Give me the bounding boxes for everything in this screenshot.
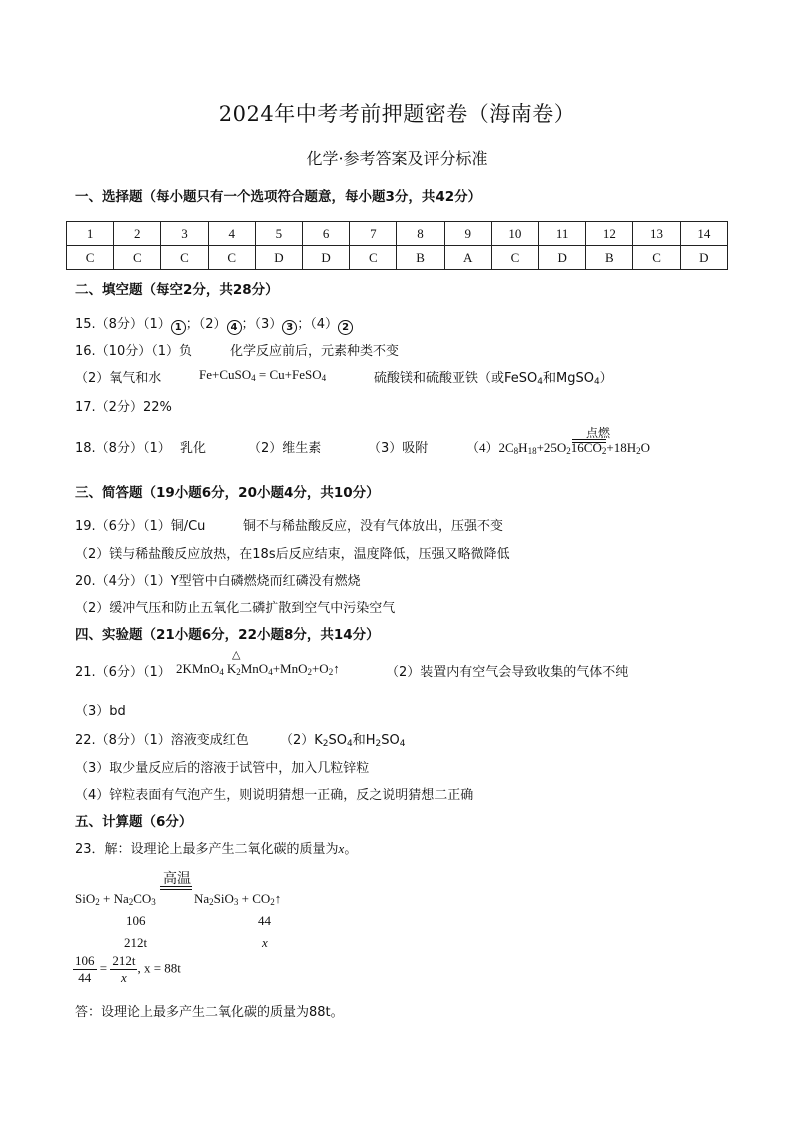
q21-reaction-condition: △	[232, 648, 241, 661]
section-1-heading: 一、选择题（每小题只有一个选项符合题意，每小题3分，共42分）	[75, 189, 482, 205]
question-number-cell: 6	[303, 222, 350, 246]
reaction-bar	[160, 886, 192, 887]
eq-sub: 2	[375, 739, 382, 749]
text-part: 23．解：设理论上最多产生二氧化碳的质量为	[75, 842, 339, 857]
eq-sub: 2	[636, 446, 641, 456]
text-part: 和MgSO	[542, 371, 594, 386]
eq-part: = Cu+FeSO	[255, 367, 322, 382]
q23-proportion	[73, 953, 181, 986]
q18-reaction-condition: 点燃	[586, 426, 611, 440]
text-part: SO	[328, 733, 348, 748]
q23-molar-mass-1: 106	[126, 913, 146, 928]
answer-table-answer-row	[67, 246, 728, 270]
eq-sub: 2	[307, 667, 312, 677]
question-number-cell: 8	[397, 222, 444, 246]
fraction-denominator: 44	[78, 970, 92, 985]
eq-part: O	[640, 440, 650, 455]
eq-part: ↑	[333, 661, 340, 676]
eq-part: + Na	[99, 891, 129, 906]
eq-sub: 4	[593, 377, 600, 387]
q16-line-1b: 化学反应前后，元素种类不变	[230, 344, 400, 359]
q19-line-1a: 19.（6分）（1）铜/Cu	[75, 519, 206, 534]
q21-prefix: 21.（6分）（1）	[75, 665, 171, 680]
q20-line-1: 20.（4分）（1）Y型管中白磷燃烧而红磷没有燃烧	[75, 574, 361, 589]
q20-line-2: （2）缓冲气压和防止五氧化二磷扩散到空气中污染空气	[75, 601, 396, 616]
reaction-bar	[160, 889, 192, 890]
q18-equation	[466, 437, 650, 456]
answer-cell: D	[303, 246, 350, 270]
eq-sub: 18	[527, 446, 537, 456]
variable-x: x	[338, 841, 345, 856]
q16-line-1a: 16.（10分）（1）负	[75, 344, 192, 359]
answer-cell: D	[539, 246, 586, 270]
eq-part: Fe+CuSO	[199, 367, 252, 382]
q17-line: 17.（2分）22%	[75, 400, 172, 415]
eq-part: 2KMnO	[176, 661, 220, 676]
eq-part: ↑	[274, 891, 282, 906]
q15-sep-3: ；（4）	[297, 317, 339, 332]
answer-cell: C	[67, 246, 114, 270]
fraction-numerator: 212t	[112, 953, 136, 968]
answer-table	[66, 221, 728, 270]
eq-part: （4）2C	[466, 440, 514, 455]
reaction-bar	[572, 439, 606, 440]
eq-sub: 4	[219, 667, 224, 677]
q23-mass-1: 212t	[124, 935, 148, 950]
answer-cell: C	[114, 246, 161, 270]
q16-line-2c	[374, 367, 613, 387]
eq-sub: 2	[236, 667, 241, 677]
text-part: （2）K	[280, 733, 323, 748]
q23-mass-2: x	[262, 935, 268, 950]
section-3-heading: 三、简答题（19小题6分，20小题4分，共10分）	[75, 485, 380, 501]
answer-cell: C	[161, 246, 208, 270]
fraction-2	[110, 953, 137, 986]
question-number-cell: 12	[586, 222, 633, 246]
text-part: ）	[599, 371, 613, 386]
answer-cell: C	[208, 246, 255, 270]
q23-intro	[75, 838, 357, 857]
q19-line-1b: 铜不与稀盐酸反应，没有气体放出，压强不变	[243, 519, 504, 534]
result-text: , x = 88t	[137, 960, 181, 976]
eq-part: +18H	[606, 440, 637, 455]
section-4-heading: 四、实验题（21小题6分，22小题8分，共14分）	[75, 627, 380, 643]
q21-part-2: （2）装置内有空气会导致收集的气体不纯	[386, 665, 629, 680]
text-part: 硫酸镁和硫酸亚铁（或FeSO	[374, 371, 538, 386]
eq-sub: 4	[321, 373, 327, 383]
equals-sign: =	[99, 960, 108, 976]
eq-sub: 2	[328, 667, 334, 677]
answer-cell: C	[633, 246, 680, 270]
eq-part: 16CO	[570, 440, 602, 455]
q22-line-1a: 22.（8分）（1）溶液变成红色	[75, 733, 249, 748]
circled-number-3: 3	[282, 320, 297, 335]
eq-sub: 2	[128, 897, 134, 907]
eq-part: SiO	[75, 891, 96, 906]
text-part: SO	[381, 733, 400, 748]
answer-cell: B	[586, 246, 633, 270]
q16-line-2a: （2）氧气和水	[75, 371, 162, 386]
q19-line-2: （2）镁与稀盐酸反应放热，在18s后反应结束，温度降低，压强又略微降低	[75, 547, 510, 562]
text-part: 18.（8分）（1）	[75, 441, 171, 456]
eq-sub: 2	[322, 739, 329, 749]
q16-equation	[199, 367, 326, 383]
question-number-cell: 2	[114, 222, 161, 246]
section-5-heading: 五、计算题（6分）	[75, 814, 193, 830]
eq-sub: 2	[95, 897, 100, 907]
q23-equation-right	[194, 891, 281, 907]
q18-answer-3: （3）吸附	[368, 441, 429, 456]
eq-part: +O	[311, 661, 329, 676]
q22-line-3: （3）取少量反应后的溶液于试管中，加入几粒锌粒	[75, 761, 370, 776]
q23-equation-left	[75, 891, 156, 907]
eq-part: +25O	[536, 440, 567, 455]
q18-line	[75, 437, 171, 456]
q22-line-4: （4）锌粒表面有气泡产生，则说明猜想一正确，反之说明猜想二正确	[75, 788, 474, 803]
page-subtitle: 化学·参考答案及评分标准	[306, 149, 488, 168]
eq-sub: 4	[399, 739, 406, 749]
page-title: 2024年中考考前押题密卷（海南卷）	[218, 102, 576, 126]
question-number-cell: 14	[680, 222, 727, 246]
q15-sep-2: ；（3）	[241, 317, 283, 332]
eq-part: Na	[194, 891, 210, 906]
q22-line-1b	[280, 729, 405, 749]
answer-cell: D	[680, 246, 727, 270]
eq-part: +MnO	[272, 661, 308, 676]
eq-sub: 3	[151, 897, 156, 907]
eq-sub: 4	[537, 377, 543, 387]
q21-part-3: （3）bd	[75, 704, 126, 719]
q23-reaction-condition: 高温	[163, 871, 191, 887]
question-number-cell: 9	[444, 222, 491, 246]
text-part: 和H	[352, 733, 376, 748]
question-number-cell: 13	[633, 222, 680, 246]
q21-equation	[176, 661, 340, 677]
eq-sub: 2	[209, 897, 214, 907]
eq-sub: 2	[566, 446, 571, 456]
question-number-cell: 10	[491, 222, 538, 246]
eq-part: H	[518, 440, 528, 455]
q18-answer-2: （2）维生素	[248, 441, 322, 456]
q23-answer: 答：设理论上最多产生二氧化碳的质量为88t。	[75, 1005, 344, 1020]
eq-sub: 4	[268, 667, 273, 677]
q15-prefix: 15.（8分）（1）	[75, 317, 171, 332]
eq-sub: 4	[347, 739, 353, 749]
q15-sep-1: ；（2）	[185, 317, 227, 332]
answer-cell: C	[350, 246, 397, 270]
question-number-cell: 3	[161, 222, 208, 246]
answer-cell: A	[444, 246, 491, 270]
circled-number-4: 4	[227, 320, 242, 335]
text-part: 。	[344, 842, 358, 857]
eq-part: K	[226, 661, 237, 676]
eq-sub: 2	[270, 897, 275, 907]
eq-part: CO	[133, 891, 152, 906]
answer-cell: D	[255, 246, 302, 270]
circled-number-2: 2	[338, 320, 353, 335]
eq-part: MnO	[240, 661, 269, 676]
question-number-cell: 11	[539, 222, 586, 246]
fraction-denominator: x	[121, 970, 127, 985]
eq-part: + CO	[238, 891, 271, 906]
q23-molar-mass-2: 44	[258, 913, 271, 928]
fraction-1	[73, 953, 97, 986]
reaction-bar	[572, 442, 606, 443]
answer-cell: B	[397, 246, 444, 270]
section-2-heading: 二、填空题（每空2分，共28分）	[75, 282, 279, 298]
answer-table-number-row	[67, 222, 728, 246]
eq-sub: 4	[251, 373, 256, 383]
fraction-numerator: 106	[75, 953, 95, 968]
question-number-cell: 7	[350, 222, 397, 246]
question-number-cell: 5	[255, 222, 302, 246]
eq-part: SiO	[213, 891, 234, 906]
question-number-cell: 4	[208, 222, 255, 246]
q18-answer-1: 乳化	[180, 441, 207, 456]
eq-sub: 8	[513, 446, 519, 456]
eq-sub: 3	[233, 897, 239, 907]
question-number-cell: 1	[67, 222, 114, 246]
answer-cell: C	[491, 246, 538, 270]
q15-line	[75, 313, 353, 335]
circled-number-1: 1	[171, 320, 186, 335]
eq-sub: 2	[601, 446, 607, 456]
